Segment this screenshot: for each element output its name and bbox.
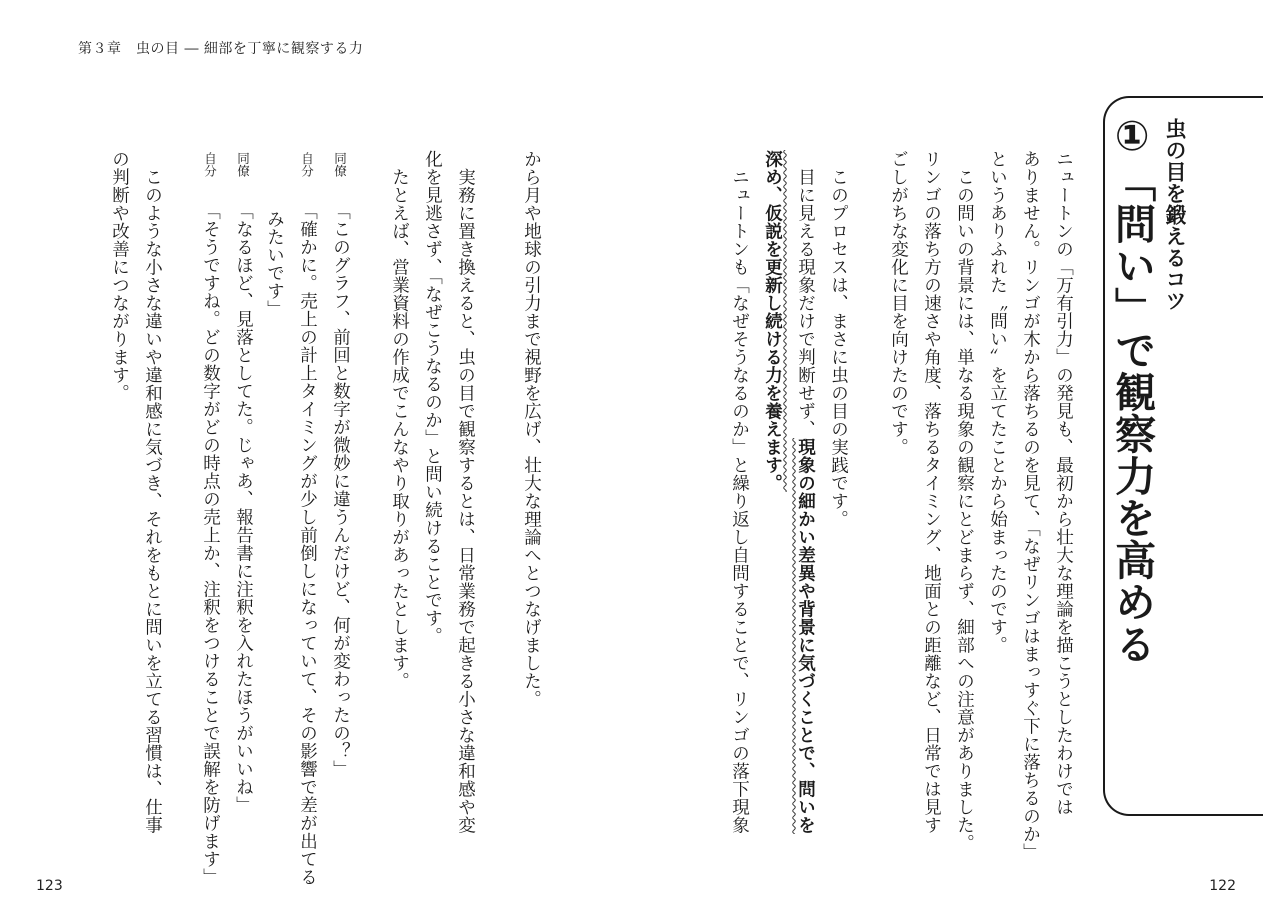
emphasis-text: 深め、仮説を更新し続ける力を養えます。 bbox=[762, 150, 783, 492]
speaker-label: 同僚 bbox=[235, 152, 251, 177]
emphasis-text: 現象の細かい差異や背景に気づくことで、問いを bbox=[795, 438, 816, 834]
body-line: の判断や改善につながります。 bbox=[109, 150, 130, 402]
body-line bbox=[763, 150, 781, 870]
body-line: ニュートンの「万有引力」の発見も、最初から壮大な理論を描こうとしたわけでは bbox=[1053, 150, 1074, 816]
page-number-left: 123 bbox=[36, 878, 63, 894]
body-line: ニュートンも「なぜそうなるのか」と繰り返し自問することで、リンゴの落下現象 bbox=[729, 168, 750, 834]
body-line: 化を見逃さず、「なぜこうなるのか」と問い続けることです。 bbox=[422, 150, 443, 646]
dialogue-line: 「このグラフ、前回と数字が微妙に違うんだけど、何が変わったの？」 bbox=[330, 202, 351, 778]
page-number-right: 122 bbox=[1209, 878, 1236, 894]
dialogue-line: 「確かに。売上の計上タイミングが少し前倒しになっていて、その影響で差が出てる bbox=[297, 202, 318, 886]
body-line: 実務に置き換えると、虫の目で観察するとは、日常業務で起きる小さな違和感や変 bbox=[455, 168, 476, 834]
body-line: ありません。リンゴが木から落ちるのを見て、「なぜリンゴはまっすぐ下に落ちるのか」 bbox=[1020, 150, 1041, 862]
body-line: リンゴの落ち方の速さや角度、落ちるタイミング、地面との距離など、日常では見す bbox=[921, 150, 942, 834]
section-title: ①「問い」で観察力を高める bbox=[1108, 112, 1157, 665]
body-line: ごしがちな変化に目を向けたのです。 bbox=[888, 150, 909, 456]
speaker-label: 自分 bbox=[299, 152, 315, 177]
speaker-label: 自分 bbox=[202, 152, 218, 177]
body-line: というありふれた〝問い〟を立てたことから始まったのです。 bbox=[987, 150, 1008, 654]
body-line: このような小さな違いや違和感に気づき、それをもとに問いを立てる習慣は、仕事 bbox=[142, 168, 163, 834]
body-line: から月や地球の引力まで視野を広げ、壮大な理論へとつなげました。 bbox=[521, 150, 542, 708]
dialogue-line: 「なるほど、見落としてた。じゃあ、報告書に注釈を入れたほうがいいね」 bbox=[233, 202, 254, 814]
body-line: たとえば、営業資料の作成でこんなやり取りがあったとします。 bbox=[389, 168, 410, 690]
plain-text: 目に見える現象だけで判断せず、 bbox=[795, 168, 816, 438]
speaker-label: 同僚 bbox=[332, 152, 348, 177]
section-subtitle: 虫の目を鍛えるコツ bbox=[1163, 118, 1187, 312]
body-line: この問いの背景には、単なる現象の観察にとどまらず、細部への注意がありました。 bbox=[954, 168, 975, 852]
running-header: 第３章 虫の目 ― 細部を丁寧に観察する力 bbox=[78, 41, 364, 57]
body-line: このプロセスは、まさに虫の目の実践です。 bbox=[828, 168, 849, 528]
dialogue-continuation: みたいです」 bbox=[264, 210, 285, 318]
dialogue-line: 「そうですね。どの数字がどの時点の売上か、注釈をつけることで誤解を防げます」 bbox=[200, 202, 221, 886]
body-line bbox=[796, 168, 814, 888]
